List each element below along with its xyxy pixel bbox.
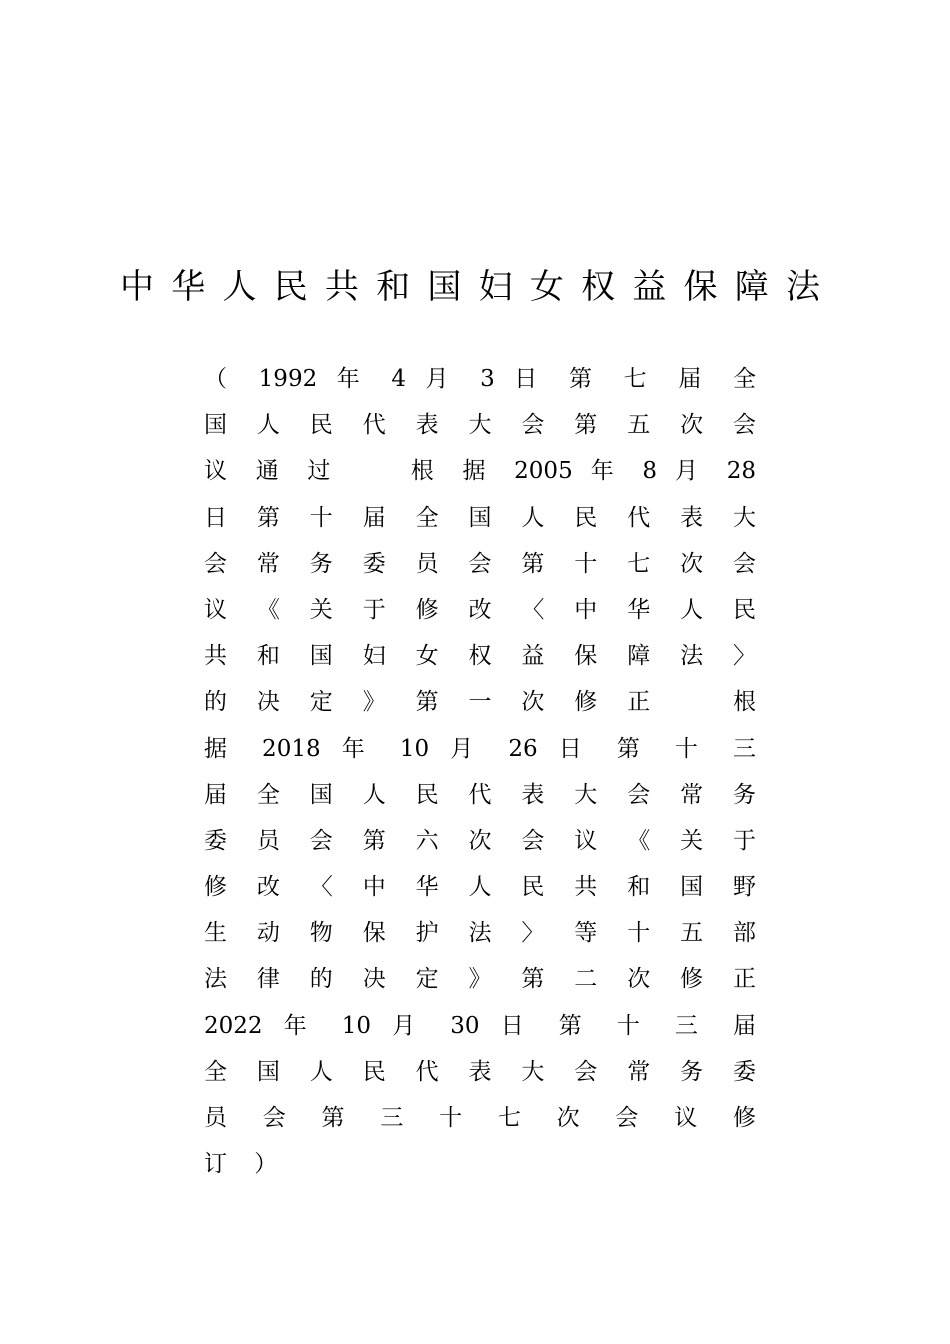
- note-line: 议 《 关 于 修 改 〈 中 华 人 民: [204, 596, 756, 623]
- note-line: 订 ）: [204, 1151, 278, 1178]
- note-line: 法 律 的 决 定 》 第 二 次 修 正: [204, 966, 756, 993]
- note-line: 议 通 过 根 据 2005 年 8 月 28: [204, 458, 756, 485]
- note-line: 生 动 物 保 护 法 〉 等 十 五 部: [204, 920, 756, 947]
- note-line: 员 会 第 三 十 七 次 会 议 修: [204, 1105, 756, 1131]
- note-line: 国 人 民 代 表 大 会 第 五 次 会: [204, 412, 756, 439]
- legislative-history-note: [204, 356, 756, 1187]
- note-line: 会 常 务 委 员 会 第 十 七 次 会: [204, 550, 756, 577]
- note-line: 修 改 〈 中 华 人 民 共 和 国 野: [204, 874, 756, 901]
- note-line: 届 全 国 人 民 代 表 大 会 常 务: [204, 781, 756, 808]
- note-line: 据 2018 年 10 月 26 日 第 十 三: [204, 735, 756, 762]
- note-line: 2022 年 10 月 30 日 第 十 三 届: [204, 1012, 756, 1039]
- note-line: 全 国 人 民 代 表 大 会 常 务 委: [204, 1058, 756, 1085]
- note-line: （ 1992 年 4 月 3 日 第 七 届 全: [204, 366, 756, 392]
- note-line: 日 第 十 届 全 国 人 民 代 表 大: [204, 504, 756, 531]
- note-line: 的 决 定 》 第 一 次 修 正 根: [204, 689, 756, 716]
- note-line: 共 和 国 妇 女 权 益 保 障 法 〉: [204, 643, 756, 670]
- law-title: 中 华 人 民 共 和 国 妇 女 权 益 保 障 法: [120, 267, 820, 307]
- note-line: 委 员 会 第 六 次 会 议 《 关 于: [204, 827, 756, 854]
